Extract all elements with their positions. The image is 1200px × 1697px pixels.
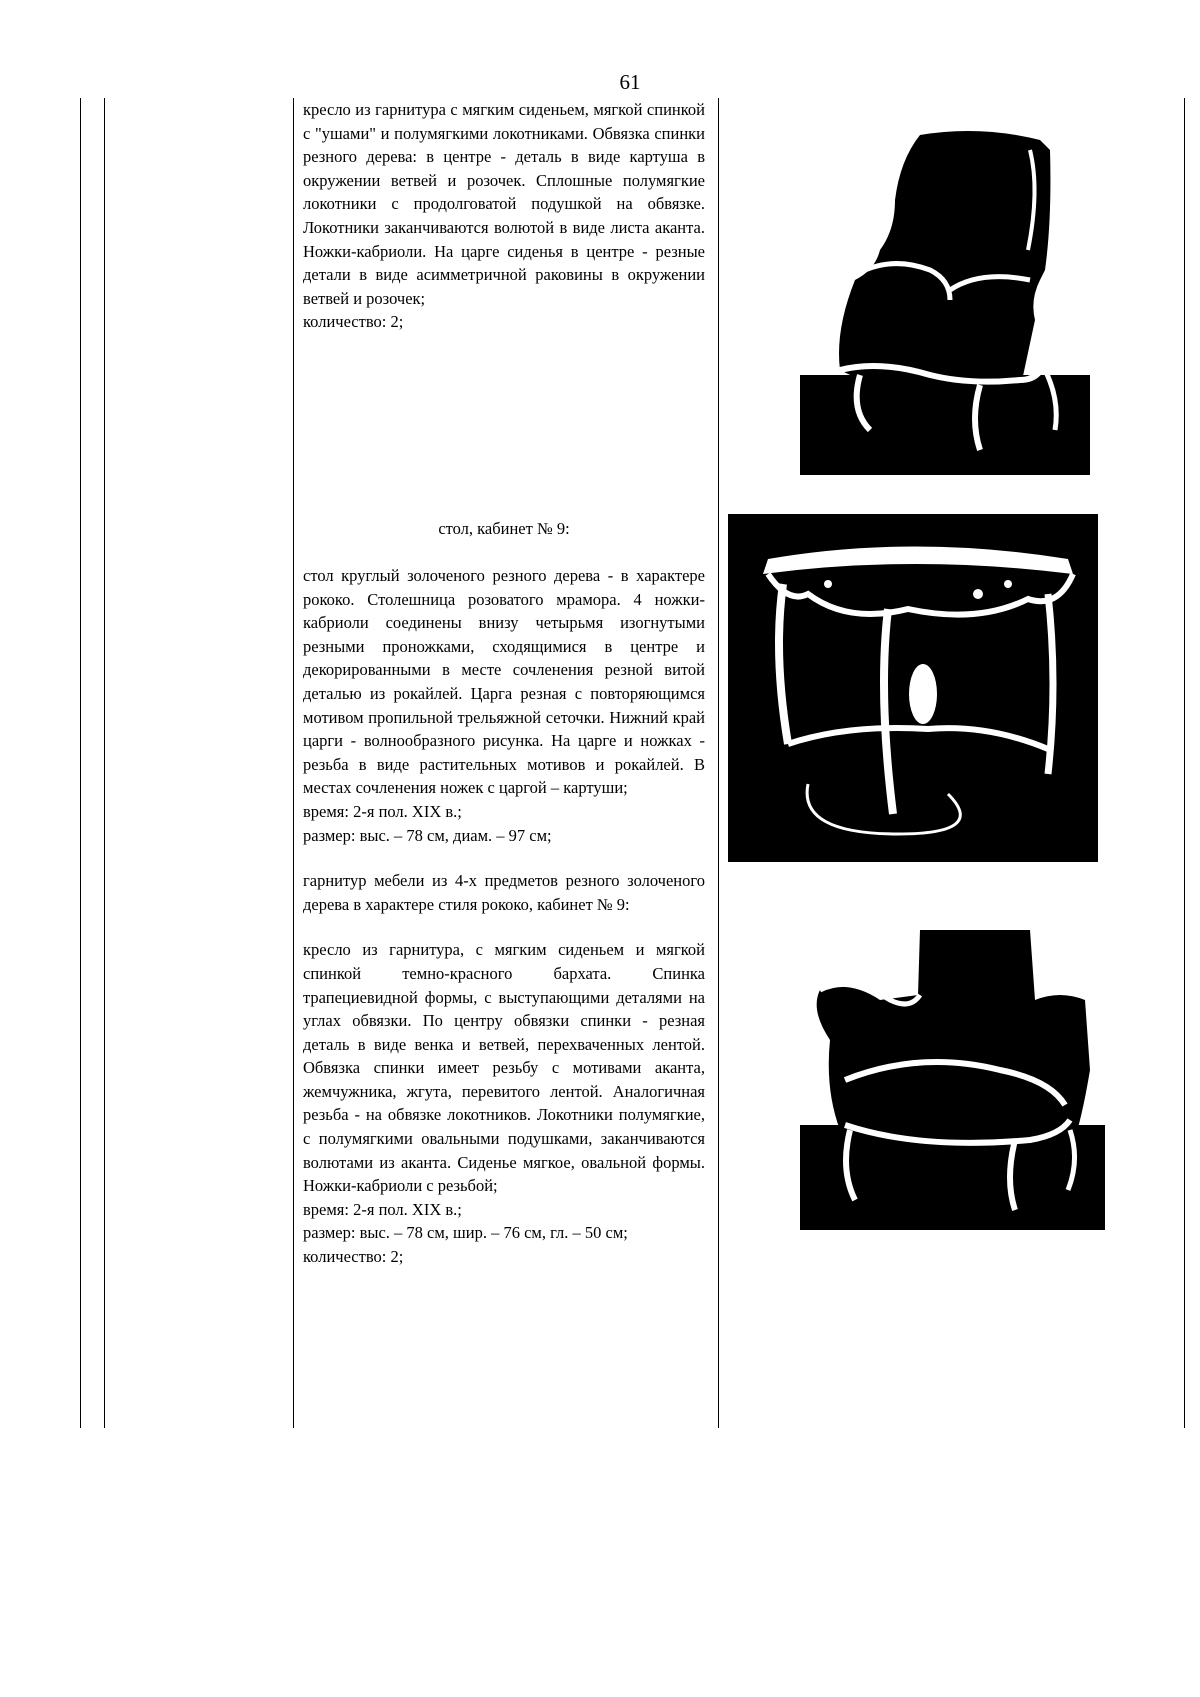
table-heading: стол, кабинет № 9: — [438, 519, 570, 538]
table-border-left-outer — [80, 98, 81, 1428]
armchair-2-time: время: 2-я пол. XIX в.; — [303, 1199, 462, 1219]
table-size: размер: выс. – 78 см, диам. – 97 см; — [303, 825, 552, 845]
table-description: стол круглый золоченого резного дерева - в характере рококо. Столешница розоватого мрамора. 4 ножки-кабриоли соединены внизу четырьмя изогнутыми резными проножками, сходящимися в центре и декорированными в месте сочленения резной витой деталью из рокайлей. Царга резная с повторяющимся мотивом пропильной трельяжной сеточки. Нижний край царги - волнообразного рисунка. На царге и ножках - резьба в виде растительных мотивов и рокайлей. В местах сочленения ножек с царгой – картуши; — [303, 566, 705, 798]
armchair-2-description: кресло из гарнитура, с мягким сиденьем и мягкой спинкой темно-красного бархата. Спинка трапециевидной формы, с выступающими деталями на углах обвязки. По центру обвязки спинки - резная деталь в виде венка и ветвей, перехваченных лентой. Обвязка спинки имеет резьбу с мотивами аканта, жемчужника, жгута, перевитого лентой. Аналогичная резьба - на обвязке локотников. Локотники полумягкие, с полумягкими овальными подушками, заканчиваются волютами из аканта. Сиденье мягкое, овальной формы. Ножки-кабриоли с резьбой; — [303, 940, 705, 1196]
table-border-text-right — [718, 98, 719, 1428]
wingback-armchair-photo — [800, 130, 1090, 485]
table-entry — [303, 564, 705, 1269]
round-rococo-table-photo — [728, 514, 1098, 872]
page-number: 61 — [619, 70, 641, 94]
table-border-left-inner — [104, 98, 105, 1428]
set-heading: гарнитур мебели из 4-х предметов резного золоченого дерева в характере стиля рококо, кабинет № 9: — [303, 871, 705, 914]
table-border-text-left — [293, 98, 294, 1428]
armchair-1-entry — [303, 98, 705, 334]
armchair-2-size: размер: выс. – 78 см, шир. – 76 см, гл. – 50 см; — [303, 1223, 628, 1243]
armchair-1-quantity: количество: 2; — [303, 312, 404, 332]
table-border-right — [1184, 98, 1185, 1428]
armchair-1-description: кресло из гарнитура с мягким сиденьем, мягкой спинкой с "ушами" и полумягкими локотниками. Обвязка спинки резного дерева: в центре - деталь в виде картуша в окружении ветвей и розочек. Сплошные полумягкие локотники с продолговатой подушкой на обвязке. Локотники заканчиваются волютой в виде листа аканта. Ножки-кабриоли. На царге сиденья в центре - резные детали в виде асимметричной раковины в окружении ветвей и розочек; — [303, 100, 705, 308]
table-time: время: 2-я пол. XIX в.; — [303, 801, 462, 821]
armchair-2-quantity: количество: 2; — [303, 1247, 404, 1267]
rococo-armchair-photo — [800, 930, 1105, 1235]
table-heading-block — [303, 517, 705, 541]
